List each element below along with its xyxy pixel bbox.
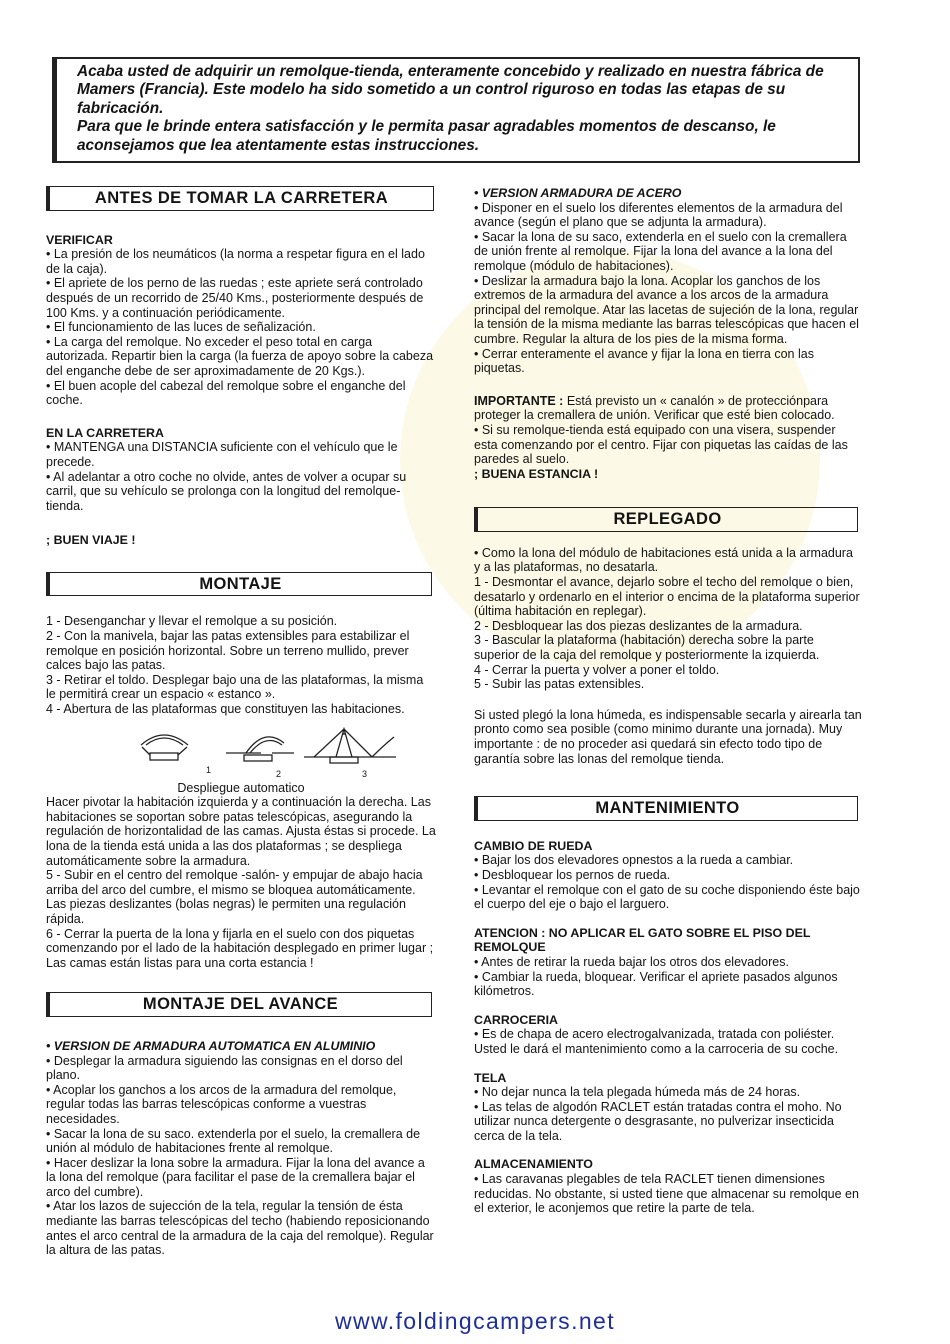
heading-atencion: ATENCION : NO APLICAR EL GATO SOBRE EL PISO DEL REMOLQUE — [474, 925, 811, 955]
replegado-note: Si usted plegó la lona húmeda, es indispensable secarla y airearla tan pronto como sea posible (como minimo durante una jornada). Muy importante : de no proceder asi quedará sin efecto todo tipo de garantía sobre las lonas del remolque tienda. — [474, 707, 862, 766]
section-title-antes: ANTES DE TOMAR LA CARRETERA — [46, 186, 434, 211]
list-item: • Si su remolque-tienda está equipado con una visera, suspender esta comenzando por el centro. Fijar con piquetas las caídas de las paredes al suelo. — [474, 422, 848, 467]
montaje-step: 3 - Retirar el toldo. Desplegar bajo una de las plataformas, la misma le permitirá crear un espacio « estanco ». — [46, 672, 424, 702]
heading-carroceria: CARROCERIA — [474, 1012, 558, 1027]
list-item: • Al adelantar a otro coche no olvide, antes de volver a ocupar su carril, que su vehículo se prolonga con la longitud del remolque-tienda. — [46, 469, 407, 513]
list-item: • MANTENGA una DISTANCIA suficiente con el vehículo que le precede. — [46, 440, 398, 469]
buen-viaje: ; BUEN VIAJE ! — [46, 533, 136, 548]
list-item: • Bajar los dos elevadores opnestos a la rueda a cambiar. — [474, 853, 794, 868]
heading-tela: TELA — [474, 1070, 507, 1085]
list-item: • Como la lona del módulo de habitaciones está unida a la armadura y a las plataformas, no desatarla. — [474, 545, 853, 575]
heading-version-acero: • VERSION ARMADURA DE ACERO — [474, 186, 682, 200]
section-title-mantenimiento: MANTENIMIENTO — [474, 796, 858, 821]
list-item: • Las caravanas plegables de tela RACLET tienen dimensiones reducidas. No obstante, si usted tiene que almacenar su remolque en el exterior, le aconjemos que retire la parte de tela. — [474, 1172, 859, 1216]
list-item: • No dejar nunca la tela plegada húmeda más de 24 horas. — [474, 1085, 801, 1100]
montaje-step: 5 - Subir en el centro del remolque -salón- y empujar de abajo hacia arriba del arco del cumbre, el mismo se bloquea automáticamente. Las piezas deslizantes (bolas negras) le permiten una regulación rápida. — [46, 868, 423, 926]
buena-estancia: ; BUENA ESTANCIA ! — [474, 466, 599, 481]
intro-paragraph-1: Acaba usted de adquirir un remolque-tienda, enteramente concebido y realizado en nuestra fábrica de Mamers (Francia). Este modelo ha sido sometido a un control riguroso en todas las etapas de su fabricación. — [77, 63, 824, 117]
list-item: • La carga del remolque. No exceder el peso total en carga autorizada. Repartir bien la carga (la fuerza de apoyo sobre la cabeza del enganche debe de ser aproximadamente de 20 Kgs.). — [46, 334, 434, 378]
list-item: • El apriete de los perno de las ruedas ; este apriete será controlado después de un recorrido de 25/40 Kms., posteriormente después de 100 Kms. y a continuación periódicamente. — [46, 276, 424, 320]
list-item: • Las telas de algodón RACLET están tratadas contra el moho. No utilizar nunca detergente o desgrasante, no pulverizar insecticida cerca de la tela. — [474, 1099, 842, 1143]
diagram-number-2: 2 — [276, 768, 282, 779]
list-item: • La presión de los neumáticos (la norma a respetar figura en el lado de la caja). — [46, 247, 425, 276]
list-item: • Levantar el remolque con el gato de su coche disponiendo éste bajo el cuerpo del eje o bajo el larguero. — [474, 882, 860, 912]
intro-box — [52, 57, 860, 163]
list-item: • Cerrar enteramente el avance y fijar la lona en tierra con las piquetas. — [474, 346, 814, 376]
heading-almacenamiento: ALMACENAMIENTO — [474, 1157, 593, 1172]
list-item: • El funcionamiento de las luces de señalización. — [46, 320, 316, 335]
montaje-step: 6 - Cerrar la puerta de la lona y fijarla en el suelo con dos piquetas comenzando por el lado de la habitación desplegado en primer lugar ; Las camas están listas para una corta estancia ! — [46, 926, 434, 970]
importante-label: IMPORTANTE : — [474, 393, 564, 408]
montaje-step: 2 - Con la manivela, bajar las patas extensibles para estabilizar el remolque en posición horizontal. Sobre un terreno mullido, prever calces bajo las patas. — [46, 629, 410, 673]
left-column — [46, 186, 436, 1258]
diagram-caption: Despliegue automatico — [177, 780, 305, 795]
heading-cambio-rueda: CAMBIO DE RUEDA — [474, 838, 593, 853]
replegado-step: 3 - Bascular la plataforma (habitación) derecha sobre la parte superior de la caja del remolque y posteriormente la izquierda. — [474, 633, 820, 663]
deployment-diagram-svg — [46, 723, 436, 779]
replegado-step: 4 - Cerrar la puerta y volver a poner el toldo. — [474, 662, 720, 677]
diagram-number-1: 1 — [206, 764, 212, 775]
section-title-avance: MONTAJE DEL AVANCE — [46, 992, 432, 1017]
section-title-replegado: REPLEGADO — [474, 507, 858, 532]
list-item: • Hacer deslizar la lona sobre la armadura. Fijar la lona del avance a la lona del remolque (para facilitar el pase de la cremallera bajar el arco del cumbre). — [46, 1155, 425, 1199]
footer-website-link[interactable]: www.foldingcampers.net — [334, 1308, 616, 1334]
list-item: • Es de chapa de acero electrogalvanizada, tratada con poliéster. Usted le dará el mantenimiento como a la carroceria de su coche. — [474, 1027, 839, 1056]
importante-text: Está previsto un « canalón » de protecciónpara proteger la cremallera de unión. Verificar que esté bien colocado. — [474, 393, 835, 423]
replegado-step: 5 - Subir las patas extensibles. — [474, 677, 645, 692]
deployment-diagram — [46, 723, 436, 779]
replegado-step: 1 - Desmontar el avance, dejarlo sobre el techo del remolque o bien, desatarlo y ordenarlo en el interior o encima de la plataforma superior (última habitación en replegar). — [474, 575, 860, 619]
list-item: • Cambiar la rueda, bloquear. Verificar el apriete pasados algunos kilómetros. — [474, 969, 838, 999]
list-item: • Sacar la lona de su saco. extenderla por el suelo, la cremallera de unión al módulo de habitaciones frente al remolque. — [46, 1126, 421, 1156]
list-item: • Desplegar la armadura siguiendo las consignas en el dorso del plano. — [46, 1053, 403, 1083]
list-item: • Sacar la lona de su saco, extenderla en el suelo con la cremallera de unión frente al remolque. Fijar la lona del avance a la lona del remolque (módulo de habitaciones). — [474, 229, 847, 273]
list-item: • El buen acople del cabezal del remolque sobre el enganche del coche. — [46, 378, 406, 408]
right-column — [474, 186, 862, 1216]
list-item: • Acoplar los ganchos a los arcos de la armadura del remolque, regular todas las barras telescópicas conforme a vuestras necesidades. — [46, 1082, 397, 1126]
montaje-step: 1 - Desenganchar y llevar el remolque a su posición. — [46, 614, 338, 629]
importante-note — [474, 394, 862, 423]
montaje-text: Hacer pivotar la habitación izquierda y a continuación la derecha. Las habitaciones se soportan sobre patas telescópicas, asegurando la regulación de horizontalidad de las camas. Ajusta éstas si procede. La lona de la tienda está unida a las dos plataformas ; se despliega automáticamente sobre la armadura. — [46, 795, 436, 868]
intro-paragraph-2: Para que le brinde entera satisfacción y le permita pasar agradables momentos de descanso, le aconsejamos que lea atentamente estas instrucciones. — [77, 118, 776, 154]
heading-version-aluminio: • VERSION DE ARMADURA AUTOMATICA EN ALUMINIO — [46, 1038, 376, 1053]
montaje-step: 4 - Abertura de las plataformas que constituyen las habitaciones. — [46, 702, 405, 717]
list-item: • Desbloquear los pernos de rueda. — [474, 867, 671, 882]
list-item: • Deslizar la armadura bajo la lona. Acoplar los ganchos de los extremos de la armadura del avance a los arcos de la armadura principal del remolque. Atar las lacetas de sujeción de la lona, regular la tensión de la misma mediante las barras telescópicas que hacen el cumbre. Regular la altura de los pies de la misma forma. — [474, 273, 859, 346]
diagram-number-3: 3 — [362, 768, 368, 779]
section-title-montaje: MONTAJE — [46, 572, 432, 597]
replegado-step: 2 - Desbloquear las dos piezas deslizantes de la armadura. — [474, 618, 803, 633]
heading-verificar: VERIFICAR — [46, 232, 113, 247]
list-item: • Disponer en el suelo los diferentes elementos de la armadura del avance (según el plano que se adjunta la armadura). — [474, 200, 843, 230]
list-item: • Antes de retirar la rueda bajar los otros dos elevadores. — [474, 954, 789, 969]
heading-en-la-carretera: EN LA CARRETERA — [46, 425, 164, 440]
list-item: • Atar los lazos de sujección de la tela, regular la tensión de ésta mediante las barras telescópicas del techo (habiendo reposicionando antes el arco central de la armadura de la caja del remolque). Regular la altura de las patas. — [46, 1199, 434, 1258]
